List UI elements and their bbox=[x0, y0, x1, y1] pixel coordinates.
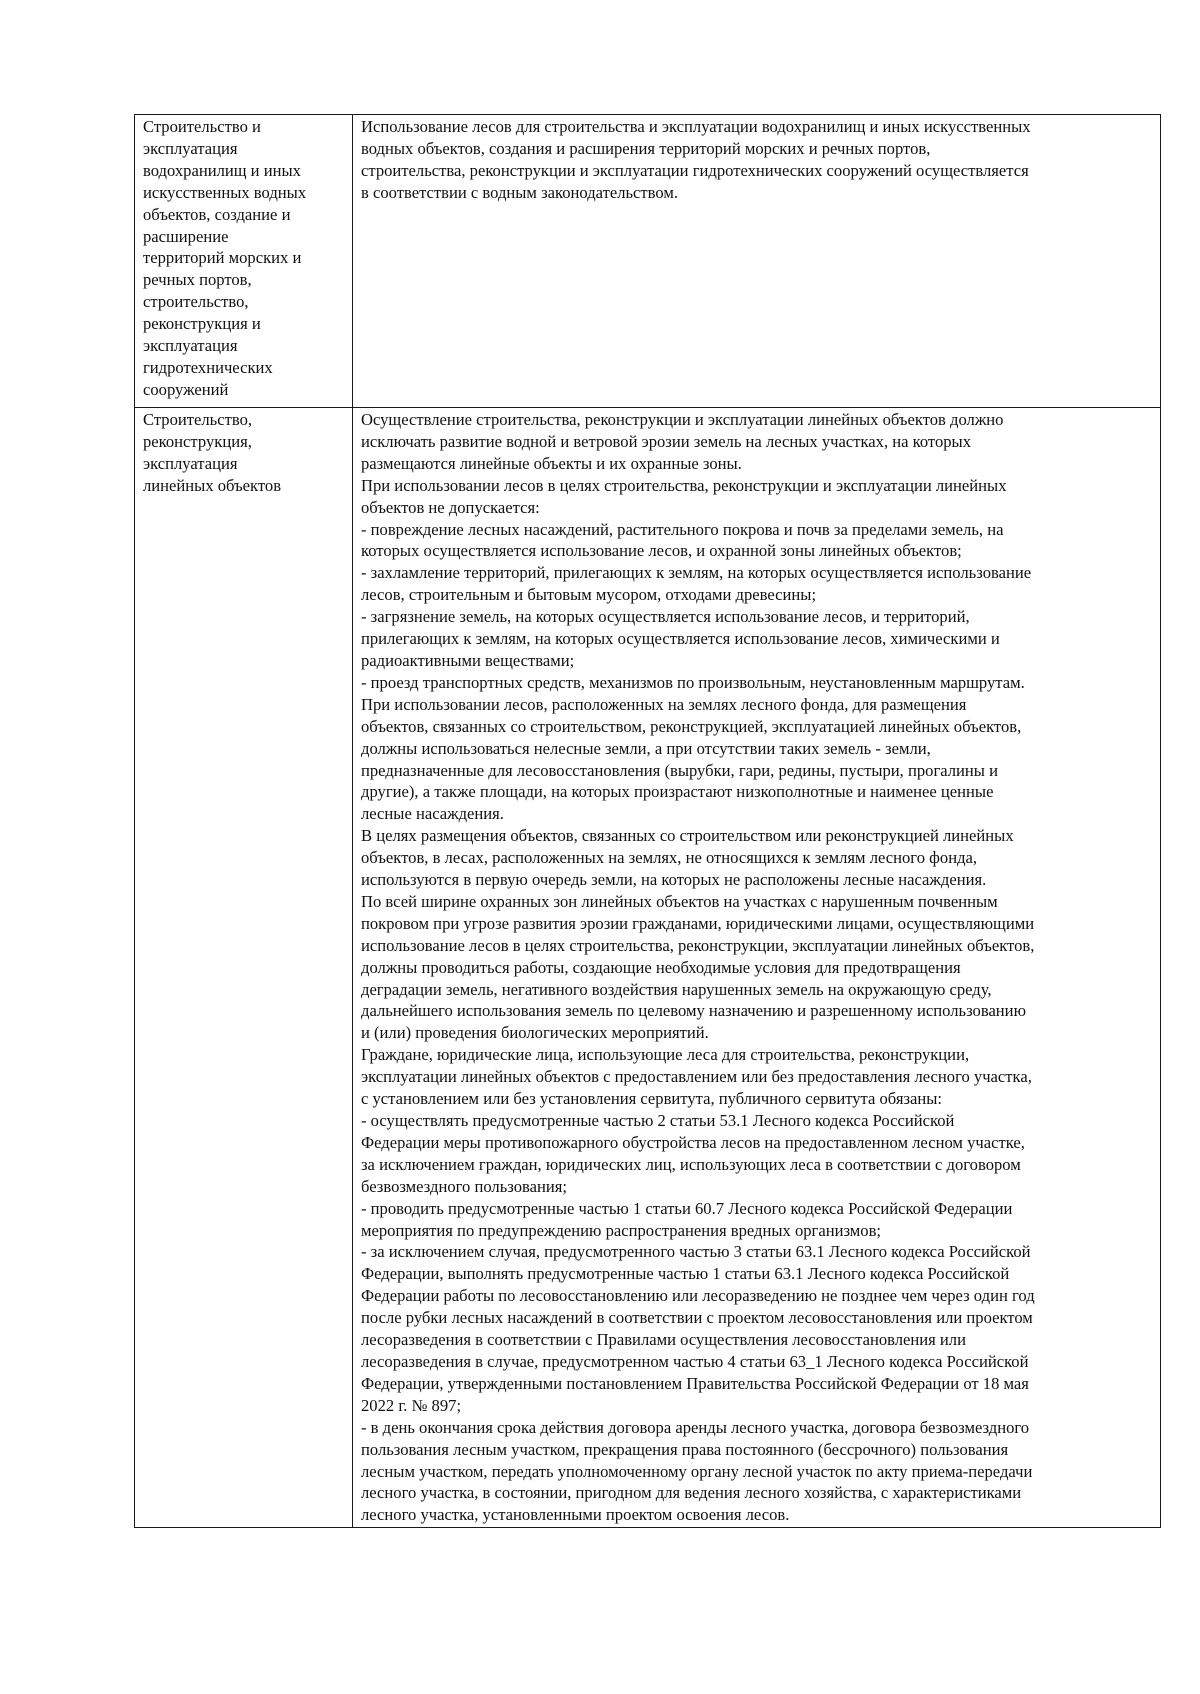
text-line: объектов не допускается: bbox=[361, 497, 540, 517]
text-line: предназначенные для лесовосстановления (вырубки, гари, редины, пустыри, прогалины и bbox=[361, 760, 998, 780]
activity-type-cell bbox=[135, 115, 353, 408]
activity-type-cell bbox=[135, 408, 353, 1528]
text-line: за исключением граждан, юридических лиц, использующих леса в соответствии с договором bbox=[361, 1154, 1021, 1174]
text-line: должны проводиться работы, создающие необходимые условия для предотвращения bbox=[361, 957, 961, 977]
text-line: - повреждение лесных насаждений, растительного покрова и почв за пределами земель, на bbox=[361, 519, 1004, 539]
text-line: водохранилищ и иных bbox=[143, 160, 301, 180]
text-line: эксплуатация bbox=[143, 138, 238, 158]
text-line: - за исключением случая, предусмотренного частью 3 статьи 63.1 Лесного кодекса Российской bbox=[361, 1242, 1031, 1262]
text-line: эксплуатации линейных объектов с предоставлением или без предоставления лесного участка, bbox=[361, 1067, 1032, 1087]
text-line: радиоактивными веществами; bbox=[361, 650, 575, 670]
text-line: - осуществлять предусмотренные частью 2 статьи 53.1 Лесного кодекса Российской bbox=[361, 1111, 955, 1130]
text-line: искусственных водных bbox=[143, 182, 307, 202]
text-line: использование лесов в целях строительства, реконструкции, эксплуатации линейных объектов, bbox=[361, 935, 1035, 955]
requirements-text bbox=[361, 116, 1154, 204]
text-line: мероприятия по предупреждению распространения вредных организмов; bbox=[361, 1220, 882, 1240]
text-line: Федерации работы по лесовосстановлению или лесоразведению не позднее чем через один год bbox=[361, 1286, 1035, 1306]
text-line: должны использоваться нелесные земли, а при отсутствии таких земель - земли, bbox=[361, 738, 931, 758]
table-row bbox=[135, 115, 1161, 408]
text-line: расширение bbox=[143, 226, 229, 246]
text-line: - захламление территорий, прилегающих к землям, на которых осуществляется использование bbox=[361, 563, 1032, 583]
text-line: эксплуатация bbox=[143, 453, 238, 473]
text-line: Строительство и bbox=[143, 117, 261, 136]
text-line: лесов, строительным и бытовым мусором, отходами древесины; bbox=[361, 585, 817, 605]
text-line: Осуществление строительства, реконструкции и эксплуатации линейных объектов должно bbox=[361, 410, 1004, 429]
text-line: строительства, реконструкции и эксплуатации гидротехнических сооружений осуществляется bbox=[361, 160, 1029, 180]
text-line: безвозмездного пользования; bbox=[361, 1176, 568, 1196]
text-line: Федерации, выполнять предусмотренные частью 1 статьи 63.1 Лесного кодекса Российской bbox=[361, 1264, 1010, 1284]
text-line: лесного участка, в состоянии, пригодном для ведения лесного хозяйства, с характеристиками bbox=[361, 1483, 1022, 1503]
text-line: Федерации, утвержденными постановлением Правительства Российской Федерации от 18 мая bbox=[361, 1373, 1029, 1393]
document-table bbox=[134, 114, 1161, 1528]
text-line: эксплуатация bbox=[143, 336, 238, 356]
requirements-text bbox=[361, 409, 1154, 1526]
text-line: реконструкция и bbox=[143, 314, 261, 334]
text-line: с установлением или без установления сервитута, публичного сервитута обязаны: bbox=[361, 1089, 943, 1109]
text-line: водных объектов, создания и расширения территорий морских и речных портов, bbox=[361, 138, 931, 158]
activity-type-text bbox=[143, 409, 346, 497]
text-line: и (или) проведения биологических мероприятий. bbox=[361, 1023, 709, 1043]
text-line: речных портов, bbox=[143, 270, 252, 290]
text-line: реконструкция, bbox=[143, 431, 252, 451]
text-line: Использование лесов для строительства и эксплуатации водохранилищ и иных искусственных bbox=[361, 117, 1031, 136]
text-line: которых осуществляется использование лесов, и охранной зоны линейных объектов; bbox=[361, 541, 962, 561]
text-line: строительство, bbox=[143, 292, 249, 312]
text-line: используются в первую очередь земли, на которых не расположены лесные насаждения. bbox=[361, 870, 987, 890]
text-line: объектов, в лесах, расположенных на землях, не относящихся к землям лесного фонда, bbox=[361, 848, 978, 868]
requirements-cell bbox=[353, 408, 1161, 1528]
text-line: лесоразведения в соответствии с Правилами осуществления лесовосстановления или bbox=[361, 1330, 966, 1350]
text-line: сооружений bbox=[143, 379, 229, 399]
text-line: По всей ширине охранных зон линейных объектов на участках с нарушенным почвенным bbox=[361, 891, 998, 911]
text-line: При использовании лесов, расположенных на землях лесного фонда, для размещения bbox=[361, 694, 967, 714]
text-line: гидротехнических bbox=[143, 357, 273, 377]
text-line: другие), а также площади, на которых произрастают низкополнотные и наименее ценные bbox=[361, 782, 994, 802]
text-line: лесным участком, передать уполномоченному органу лесной участок по акту приема-передачи bbox=[361, 1461, 1033, 1481]
text-line: В целях размещения объектов, связанных со строительством или реконструкцией линейных bbox=[361, 826, 1014, 846]
text-line: - загрязнение земель, на которых осуществляется использование лесов, и территорий, bbox=[361, 607, 970, 627]
text-line: деградации земель, негативного воздействия нарушенных земель на окружающую среду, bbox=[361, 979, 992, 999]
text-line: - в день окончания срока действия договора аренды лесного участка, договора безвозмездного bbox=[361, 1417, 1030, 1437]
text-line: - проводить предусмотренные частью 1 статьи 60.7 Лесного кодекса Российской Федерации bbox=[361, 1198, 1013, 1218]
text-line: размещаются линейные объекты и их охранные зоны. bbox=[361, 453, 742, 473]
text-line: 2022 г. № 897; bbox=[361, 1395, 462, 1415]
text-line: территорий морских и bbox=[143, 248, 302, 268]
text-line: объектов, связанных со строительством, реконструкцией, эксплуатацией линейных объектов, bbox=[361, 716, 1022, 736]
text-line: исключать развитие водной и ветровой эрозии земель на лесных участках, на которых bbox=[361, 431, 972, 451]
text-line: линейных объектов bbox=[143, 475, 282, 495]
text-line: прилегающих к землям, на которых осуществляется использование лесов, химическими и bbox=[361, 629, 1000, 649]
text-line: лесного участка, установленными проектом освоения лесов. bbox=[361, 1505, 790, 1525]
text-line: лесоразведения в случае, предусмотренном частью 4 статьи 63_1 Лесного кодекса Российской bbox=[361, 1351, 1029, 1371]
text-line: покровом при угрозе развития эрозии гражданами, юридическими лицами, осуществляющими bbox=[361, 913, 1035, 933]
text-line: При использовании лесов в целях строительства, реконструкции и эксплуатации линейных bbox=[361, 475, 1007, 495]
text-line: Федерации меры противопожарного обустройства лесов на предоставленном лесном участке, bbox=[361, 1132, 1025, 1152]
text-line: - проезд транспортных средств, механизмов по произвольным, неустановленным маршрутам. bbox=[361, 672, 1025, 692]
text-line: пользования лесным участком, прекращения права постоянного (бессрочного) пользования bbox=[361, 1439, 1009, 1459]
text-line: Строительство, bbox=[143, 410, 253, 429]
text-line: дальнейшего использования земель по целевому назначению и разрешенному использованию bbox=[361, 1001, 1026, 1021]
text-line: лесные насаждения. bbox=[361, 804, 504, 824]
requirements-cell bbox=[353, 115, 1161, 408]
text-line: в соответствии с водным законодательством. bbox=[361, 182, 679, 202]
text-line: Граждане, юридические лица, использующие леса для строительства, реконструкции, bbox=[361, 1045, 970, 1065]
text-line: после рубки лесных насаждений в соответствии с проектом лесовосстановления или проектом bbox=[361, 1308, 1033, 1328]
text-line: объектов, создание и bbox=[143, 204, 291, 224]
activity-type-text bbox=[143, 116, 346, 401]
table-row bbox=[135, 408, 1161, 1528]
